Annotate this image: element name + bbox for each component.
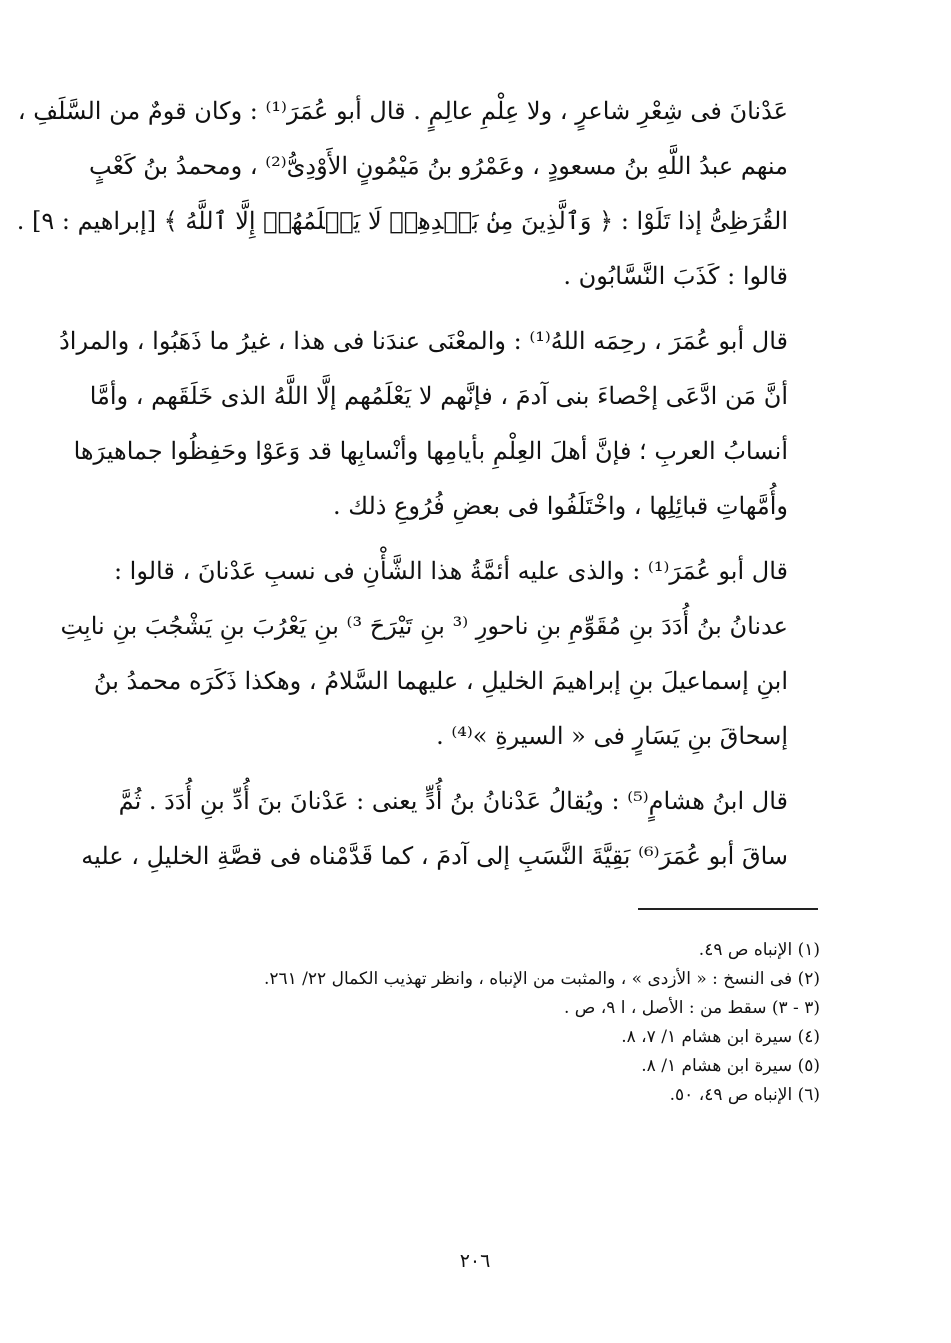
footnote-divider <box>638 908 818 910</box>
text-line: قال أبو عُمَرَ ، رحِمَه اللهُ⁽¹⁾ : والمعْنَى عندَنا فى هذا ، غيرُ ما ذَهَبُوا ، والمرادُ <box>59 327 788 355</box>
footnote-2: (٢) فى النسخ : « الأزدى » ، والمثبت من الإنباه ، وانظر تهذيب الكمال ٢٢/ ٢٦١. <box>263 969 820 989</box>
text-line: عدنانُ بنُ أُدَدَ بنِ مُقَوِّمِ بنِ ناحورِ ⁽³ بنِ تَيْرَحَ ³⁾ بنِ يَعْرُبَ بنِ يَشْجُبَ بنِ نابِتِ <box>60 612 788 640</box>
text-line: وأُمَّهاتِ قبائِلِها ، واخْتَلَفُوا فى بعضِ فُرُوعِ ذلك . <box>333 492 788 520</box>
footnote-3: (٣ - ٣) سقط من : الأصل ، ا ٩، ص . <box>563 998 820 1018</box>
text-line: إسحاقَ بنِ يَسَارٍ فى « السيرةِ »⁽⁴⁾ . <box>436 722 788 750</box>
paragraph-1 <box>16 84 820 304</box>
text-line: قالوا : كَذَبَ النَّسَّابُون . <box>563 262 788 290</box>
page-number: ٢٠٦ <box>459 1250 491 1272</box>
paragraph-2 <box>59 314 820 534</box>
text-line: ساقَ أبو عُمَرَ⁽⁶⁾ بَقِيَّةَ النَّسَبِ إلى آدمَ ، كما قَدَّمْناه فى قصَّةِ الخليلِ ، عليه <box>81 842 788 870</box>
text-line: قال أبو عُمَرَ⁽¹⁾ : والذى عليه أئمَّةُ هذا الشَّأْنِ فى نسبِ عَدْنانَ ، قالوا : <box>113 557 788 585</box>
text-line: القُرَظِىُّ إذا تَلَوْا : ﴿ وَٱلَّذِينَ مِنۢ بَعۡدِهِمۡ لَا يَعۡلَمُهُمۡ إِلَّا ٱللَّهُ ﴾ [إبراهيم : ٩] . <box>16 207 788 235</box>
text-line: أنَّ مَن ادَّعَى إحْصاءَ بنى آدمَ ، فإنَّهم لا يَعْلَمُهم إلَّا اللَّهُ الذى خَلَقَهم ، وأمَّا <box>89 382 788 410</box>
footnote-4: (٤) سيرة ابن هشام ١/ ٧، ٨. <box>621 1027 820 1047</box>
paragraph-3 <box>60 544 820 764</box>
text-line: ابنِ إسماعيلَ بنِ إبراهيمَ الخليلِ ، عليهما السَّلامُ ، وهكذا ذَكَرَه محمدُ بنُ <box>93 667 788 695</box>
footnote-1: (١) الإنباه ص ٤٩. <box>698 940 820 960</box>
footnote-6: (٦) الإنباه ص ٤٩، ٥٠. <box>669 1085 820 1105</box>
footnote-5: (٥) سيرة ابن هشام ١/ ٨. <box>641 1056 820 1076</box>
text-line: منهم عبدُ اللَّهِ بنُ مسعودٍ ، وعَمْرُو بنُ مَيْمُونٍ الأَوْدِىُّ⁽²⁾ ، ومحمدُ بنُ كَعْبٍ <box>89 152 788 180</box>
text-line: عَدْنانَ فى شِعْرِ شاعرٍ ، ولا عِلْمِ عالِمٍ . قال أبو عُمَرَ⁽¹⁾ : وكان قومٌ من السَّلَفِ ، <box>17 97 788 125</box>
paragraph-4 <box>81 774 820 884</box>
main-text <box>16 84 820 894</box>
text-line: قال ابنُ هشامٍ⁽⁵⁾ : ويُقالُ عَدْنانُ بنُ أُدٍّ يعنى : عَدْنانَ بنَ أُدِّ بنِ أُدَدَ . ثُمَّ <box>118 787 788 815</box>
text-line: أنسابُ العربِ ؛ فإنَّ أهلَ العِلْمِ بأيامِها وأنْسابِها قد وَعَوْا وحَفِظُوا جماهيرَها <box>73 437 788 465</box>
footnotes <box>200 936 820 1110</box>
